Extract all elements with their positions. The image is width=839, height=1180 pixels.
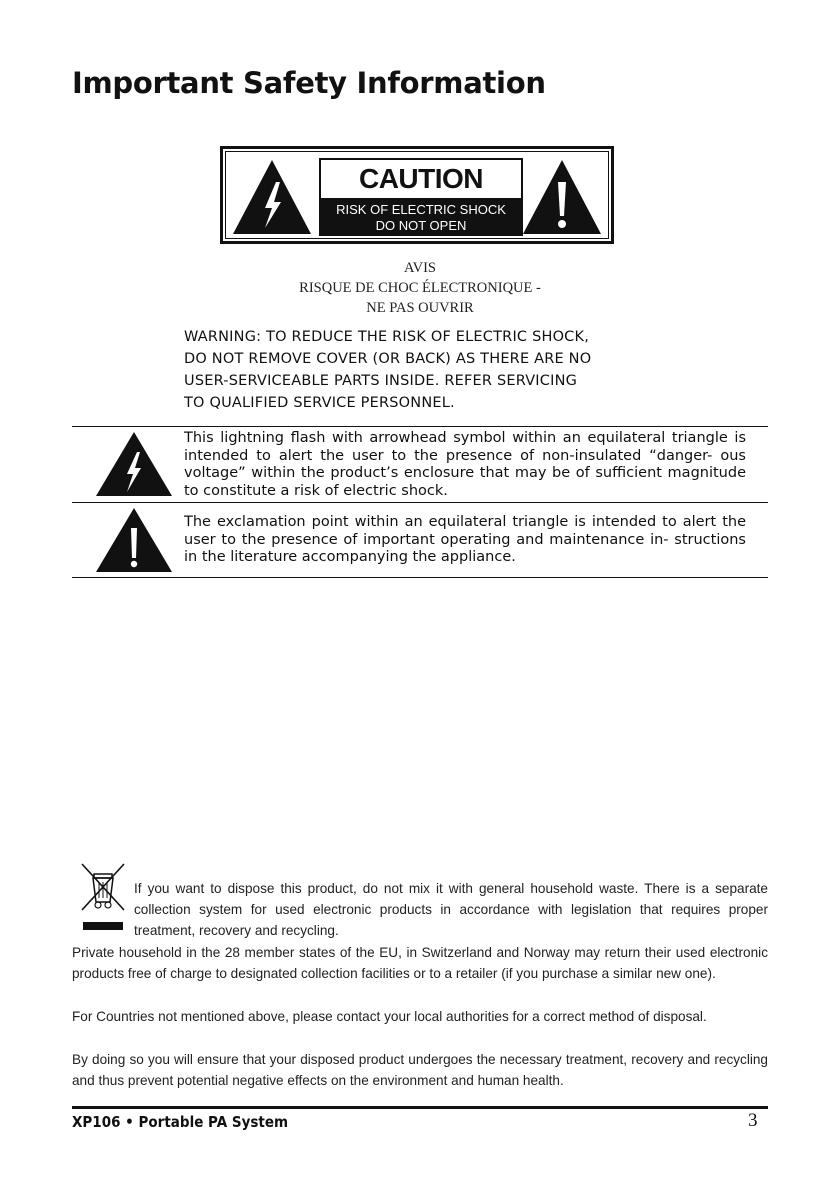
warning-line-4: TO QUALIFIED SERVICE PERSONNEL. — [184, 395, 455, 411]
avis-line-2: RISQUE DE CHOC ÉLECTRONIQUE - — [299, 280, 541, 296]
avis-line-1: AVIS — [404, 260, 436, 276]
divider — [72, 426, 768, 427]
page-title: Important Safety Information — [72, 66, 546, 100]
divider — [72, 577, 768, 578]
exclamation-warning-icon — [521, 158, 603, 236]
avis-block — [240, 258, 600, 318]
avis-line-3: NE PAS OUVRIR — [366, 300, 474, 316]
lightning-description: This lightning flash with arrowhead symbol within an equilateral triangle is intended to alert the user to the presence of non-insulated “danger- ous voltage” within the product’s enclosure that may be of sufficient magnitude to constitute a risk of electric shock. — [184, 430, 746, 499]
lightning-triangle-icon — [94, 430, 174, 498]
page-number: 3 — [748, 1110, 758, 1131]
disposal-paragraph-3: By doing so you will ensure that your disposed product undergoes the necessary treatment, recovery and recycling and thus prevent potential negative effects on the environment and human health. — [72, 1052, 768, 1088]
caution-line-2: DO NOT OPEN — [375, 218, 467, 233]
caution-label — [220, 146, 614, 244]
warning-line-2: DO NOT REMOVE COVER (OR BACK) AS THERE ARE NO — [184, 351, 592, 367]
caution-word: CAUTION — [319, 158, 523, 200]
lightning-warning-icon — [231, 158, 313, 236]
divider — [72, 502, 768, 503]
weee-bar — [83, 922, 123, 930]
exclamation-triangle-icon — [94, 506, 174, 574]
lightning-symbol-row — [72, 428, 768, 502]
crossed-out-bin-icon — [80, 862, 126, 914]
warning-line-1: WARNING: TO REDUCE THE RISK OF ELECTRIC SHOCK, — [184, 329, 590, 345]
disposal-paragraph-1: Private household in the 28 member states of the EU, in Switzerland and Norway may return their used electronic products free of charge to designated collection facilities or to a retailer (if you purchase a similar new one). — [72, 945, 768, 981]
footer-title: XP106 • Portable PA System — [72, 1113, 289, 1131]
exclamation-description: The exclamation point within an equilateral triangle is intended to alert the user to the presence of important operating and maintenance in- structions in the literature accompanying the appliance. — [184, 514, 746, 565]
caution-subtitle — [319, 200, 523, 236]
disposal-paragraph-2: For Countries not mentioned above, please contact your local authorities for a correct method of disposal. — [72, 1009, 707, 1024]
warning-line-3: USER-SERVICEABLE PARTS INSIDE. REFER SERVICING — [184, 373, 578, 389]
caution-line-1: RISK OF ELECTRIC SHOCK — [336, 202, 506, 217]
caution-box — [319, 158, 523, 238]
footer-rule — [72, 1106, 768, 1109]
exclamation-symbol-row — [72, 504, 768, 576]
weee-disposal-text: If you want to dispose this product, do not mix it with general household waste. There is a separate collection system for used electronic products in accordance with legislation that requires proper treatment, recovery and recycling. — [134, 881, 768, 938]
warning-text — [184, 326, 684, 414]
